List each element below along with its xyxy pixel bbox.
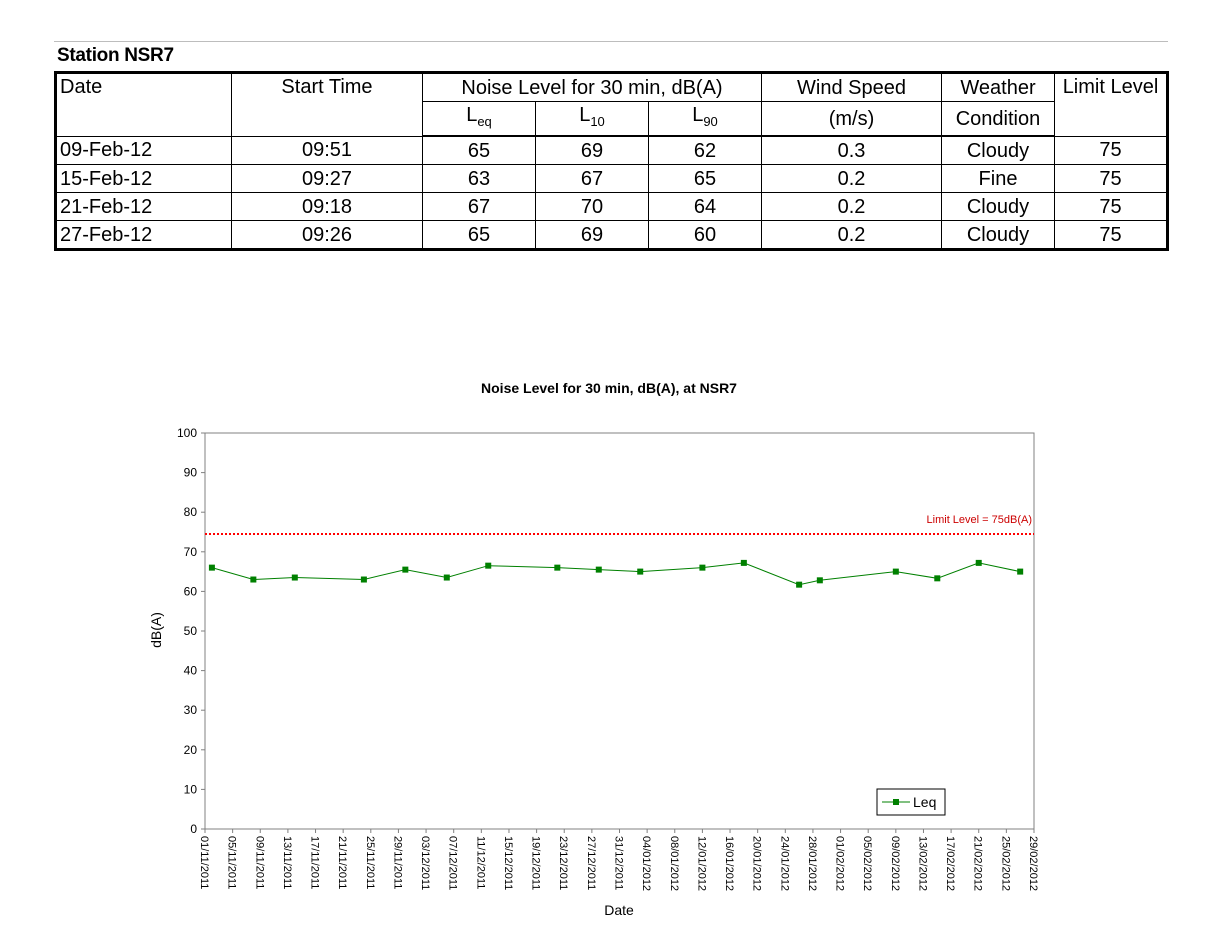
cell-date: 27-Feb-12 [56, 221, 232, 250]
cell-limit: 75 [1055, 136, 1168, 165]
x-tick-label: 27/12/2011 [584, 836, 597, 891]
x-tick-label: 11/12/2011 [474, 836, 487, 890]
y-tick-label: 70 [183, 544, 197, 559]
y-tick-label: 90 [183, 465, 197, 480]
x-tick-label: 19/12/2011 [529, 836, 542, 891]
legend-marker [893, 799, 899, 805]
x-tick-label: 28/01/2012 [805, 836, 818, 892]
x-tick-label: 17/02/2012 [944, 836, 957, 892]
data-point [796, 582, 802, 588]
cell-leq: 67 [423, 193, 536, 221]
series-line-leq [212, 563, 1020, 585]
cell-limit: 75 [1055, 193, 1168, 221]
x-tick-label: 21/02/2012 [971, 836, 984, 892]
data-point [444, 575, 450, 581]
header-l10: $L_{10}$ [536, 102, 649, 137]
limit-line-label: Limit Level = 75dB(A) [926, 513, 1032, 526]
header-start-time: Start Time [232, 73, 423, 137]
data-point [485, 563, 491, 569]
station-title: Station NSR7 [57, 45, 174, 66]
header-l90: $L_{90}$ [649, 102, 762, 137]
header-noise-level: Noise Level for 30 min, dB(A) [423, 73, 762, 102]
cell-wind: 0.2 [762, 193, 942, 221]
header-limit-level: Limit Level [1055, 73, 1168, 137]
data-point [976, 560, 982, 566]
x-tick-label: 31/12/2011 [612, 836, 625, 891]
x-tick-label: 01/02/2012 [833, 836, 846, 892]
x-axis-label: Date [604, 902, 634, 918]
data-point [817, 577, 823, 583]
data-point [1017, 569, 1023, 575]
cell-l90: 62 [649, 136, 762, 165]
y-axis-label: dB(A) [148, 612, 164, 648]
cell-wind: 0.2 [762, 221, 942, 250]
x-tick-label: 13/02/2012 [916, 836, 929, 892]
cell-weather: Fine [942, 165, 1055, 193]
y-tick-label: 60 [183, 584, 197, 599]
data-point [741, 560, 747, 566]
legend [877, 789, 945, 815]
cell-weather: Cloudy [942, 221, 1055, 250]
data-point [596, 567, 602, 573]
data-point [250, 577, 256, 583]
cell-l90: 60 [649, 221, 762, 250]
data-point [934, 575, 940, 581]
plot-area [205, 433, 1034, 829]
cell-start-time: 09:18 [232, 193, 423, 221]
x-tick-label: 29/11/2011 [391, 836, 404, 890]
y-tick-label: 10 [183, 782, 197, 797]
cell-l10: 69 [536, 221, 649, 250]
x-tick-label: 13/11/2011 [280, 836, 293, 890]
x-tick-label: 01/11/2011 [198, 836, 210, 890]
x-tick-label: 25/11/2011 [363, 836, 376, 890]
header-weather: Weather [942, 73, 1055, 102]
cell-l90: 65 [649, 165, 762, 193]
header-leq: $L_{eq}$ [423, 102, 536, 137]
chart-title: Noise Level for 30 min, dB(A), at NSR7 [481, 380, 737, 396]
cell-weather: Cloudy [942, 136, 1055, 165]
y-tick-label: 20 [183, 742, 197, 757]
data-point [292, 575, 298, 581]
x-tick-label: 25/02/2012 [999, 836, 1012, 892]
x-tick-label: 29/02/2012 [1027, 836, 1039, 892]
cell-date: 21-Feb-12 [56, 193, 232, 221]
data-point [893, 569, 899, 575]
x-tick-label: 04/01/2012 [640, 836, 653, 892]
data-point [699, 565, 705, 571]
x-tick-label: 07/12/2011 [446, 836, 459, 891]
cell-limit: 75 [1055, 165, 1168, 193]
cell-l10: 67 [536, 165, 649, 193]
y-tick-label: 30 [183, 703, 197, 718]
x-tick-label: 16/01/2012 [723, 836, 736, 892]
header-wind-speed: Wind Speed [762, 73, 942, 102]
x-tick-label: 03/12/2011 [419, 836, 432, 891]
x-tick-label: 24/01/2012 [778, 836, 791, 892]
y-tick-label: 50 [183, 624, 197, 638]
data-point [209, 565, 215, 571]
cell-l10: 69 [536, 136, 649, 165]
cell-leq: 65 [423, 136, 536, 165]
data-point [554, 565, 560, 571]
header-wind-unit: (m/s) [762, 102, 942, 137]
x-tick-label: 23/12/2011 [557, 836, 570, 891]
x-tick-label: 05/11/2011 [225, 836, 238, 890]
cell-start-time: 09:26 [232, 221, 423, 250]
chart-marks [177, 426, 1039, 891]
x-tick-label: 09/02/2012 [888, 836, 901, 892]
x-tick-label: 15/12/2011 [501, 836, 514, 891]
cell-date: 15-Feb-12 [56, 165, 232, 193]
header-date: Date [56, 73, 232, 137]
y-tick-label: 0 [190, 822, 197, 836]
x-tick-label: 12/01/2012 [695, 836, 708, 892]
cell-leq: 65 [423, 221, 536, 250]
cell-date: 09-Feb-12 [56, 136, 232, 165]
y-tick-label: 100 [176, 426, 197, 440]
x-tick-label: 20/01/2012 [750, 836, 763, 892]
cell-start-time: 09:27 [232, 165, 423, 193]
data-point [637, 569, 643, 575]
cell-weather: Cloudy [942, 193, 1055, 221]
cell-wind: 0.3 [762, 136, 942, 165]
x-tick-label: 17/11/2011 [308, 836, 321, 890]
x-tick-label: 08/01/2012 [667, 836, 680, 892]
x-tick-label: 05/02/2012 [861, 836, 874, 892]
y-tick-label: 80 [183, 505, 197, 520]
y-tick-label: 40 [183, 663, 197, 678]
cell-wind: 0.2 [762, 165, 942, 193]
cell-l90: 64 [649, 193, 762, 221]
cell-limit: 75 [1055, 221, 1168, 250]
cell-l10: 70 [536, 193, 649, 221]
x-tick-label: 21/11/2011 [336, 836, 349, 890]
cell-start-time: 09:51 [232, 136, 423, 165]
cell-leq: 63 [423, 165, 536, 193]
data-point [361, 577, 367, 583]
data-point [402, 567, 408, 573]
legend-label: Leq [913, 794, 937, 810]
header-weather-condition: Condition [942, 102, 1055, 137]
x-tick-label: 09/11/2011 [253, 836, 266, 890]
